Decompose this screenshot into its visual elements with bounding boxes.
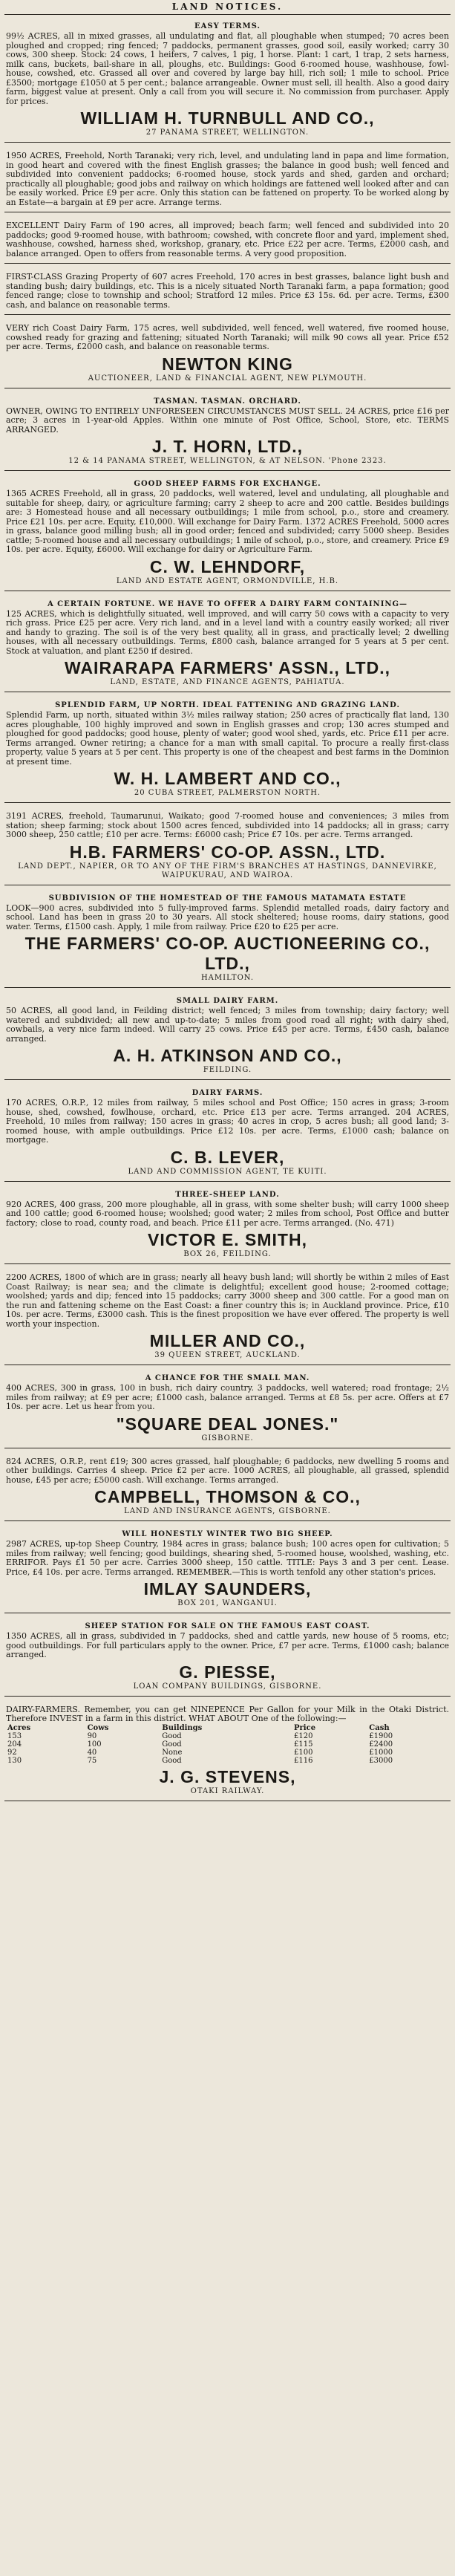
table-cell: £3000 (369, 1756, 393, 1765)
advertiser-address: 20 CUBA STREET, PALMERSTON NORTH. (134, 789, 321, 797)
ad-lehndorf (4, 477, 451, 591)
ad-heading: WILL HONESTLY WINTER TWO BIG SHEEP. (122, 1530, 333, 1538)
ad-body: 170 ACRES, O.R.P., 12 miles from railway, 5 miles school and Post Office; 150 acres in grass; 3-room house, shed, cowshed, fowlhouse, orchard, etc. Price £13 per acre. Terms arranged. 204 ACRES, Freehold, 10 miles from railway; 150 acres in grass; 40 acres in crop, 5 acres bush; all good land; 3-roomed house, with ample outbuildings. Price £12 10s. per acre. Terms, £1000 cash; balance on mortgage. (6, 1098, 449, 1145)
table-cell: None (162, 1748, 183, 1757)
ad-firstclass (4, 270, 451, 315)
table-cell: Good (162, 1740, 182, 1749)
ad-heading: A CERTAIN FORTUNE. WE HAVE TO OFFER A DAIRY FARM CONTAINING— (47, 599, 408, 608)
table-cell: £100 (294, 1748, 313, 1757)
table-row (6, 1740, 449, 1749)
ad-newton (4, 321, 451, 388)
ad-body: 125 ACRES, which is delightfully situated, well improved, and will carry 50 cows with a capacity to very rich grass. Price £25 per acre. Very rich land, and in a level land with a country easily worked; all river and handy to grazing. The soil is of the very best quality, all in grass, and practically level; 2 dwelling houses, with all necessary outbuildings. Terms, £800 cash, balance arranged for 5 years at 5 per cent. Stock at valuation, and plant £250 if desired. (6, 608, 449, 656)
table-cell: £2400 (369, 1740, 393, 1749)
advertiser-address: LOAN COMPANY BUILDINGS, GISBORNE. (133, 1682, 322, 1691)
table-header: Buildings (162, 1723, 203, 1732)
advertiser-name: NEWTON KING (162, 354, 293, 374)
table-cell: 204 (7, 1740, 22, 1749)
advertiser-name: VICTOR E. SMITH, (148, 1230, 307, 1249)
ad-heading: EASY TERMS. (194, 22, 261, 30)
ad-body: 99½ ACRES, all in mixed grasses, all undulating and flat, all ploughable when stumped; 70 acres been ploughed and cropped; ring fenced; 7 paddocks, permanent grasses, good soil, easily worked; carry 30 cows, 300 sheep. Stock: 24 cows, 1 heifers, 7 calves, 1 pig, 1 horse. Plant: 1 cart, 1 trap, 2 sets harness, milk cans, buckets, bail-share in all, ploughs, etc. Buildings: Good 6-roomed house, washhouse, fowl-house, cowshed, etc. Grassed all over and covered by large bay hill, rich soil; 1 mile to school. Price £3500; mortgage £1050 at 5 per cent.; balance arrangeable. Owner must sell, ill health. Also a good dairy farm, biggest value at present. Only a call from you will secure it. No commission from purchaser. Apply for prices. (6, 31, 449, 106)
ad-body: OWNER, OWING TO ENTIRELY UNFORESEEN CIRCUMSTANCES MUST SELL. 24 ACRES, price £16 per acre; 3 acres in 1-year-old Apples. Within one minute of Post Office, School, Store, etc. TERMS ARRANGED. (6, 406, 449, 435)
table-cell: 90 (87, 1731, 97, 1740)
ad-atkinson (4, 994, 451, 1080)
advertiser-address: BOX 201, WANGANUI. (177, 1599, 278, 1607)
ad-horn (4, 394, 451, 472)
ad-excellent (4, 218, 451, 264)
table-cell: £115 (294, 1740, 313, 1749)
table-row (6, 1757, 449, 1765)
advertiser-address: LAND AND INSURANCE AGENTS, GISBORNE. (124, 1507, 331, 1515)
table-cell: Good (162, 1731, 182, 1740)
ad-heading: A CHANCE FOR THE SMALL MAN. (145, 1374, 310, 1382)
advertiser-name: CAMPBELL, THOMSON & CO., (94, 1487, 361, 1506)
advertiser-name: H.B. FARMERS' CO-OP. ASSN., LTD. (69, 842, 386, 862)
ad-lambert (4, 698, 451, 803)
ad-body: EXCELLENT Dairy Farm of 190 acres, all improved; beach farm; well fenced and subdivided into 20 paddocks; good 9-roomed house, with bathroom; cowshed, with concrete floor and yard, implement shed, washhouse, cowshed, harness shed, workshop, granary, etc. Price £22 per acre. Terms, £2000 cash, and balance arranged. Open to offers from reasonable terms. A very good proposition. (6, 221, 449, 258)
table-cell: 100 (87, 1740, 102, 1749)
table-header: Price (294, 1723, 316, 1732)
ad-body: 824 ACRES, O.R.P., rent £19; 300 acres grassed, half ploughable; 6 paddocks, new dwelling 5 rooms and other buildings. Carries 4 sheep. Price £2 per acre. 1000 ACRES, all ploughable, all grassed, splendid house, £45 per acre; £5000 cash. Will exchange. Terms arranged. (6, 1456, 449, 1485)
ad-body: DAIRY-FARMERS. Remember, you can get NINEPENCE Per Gallon for your Milk in the Otaki District. Therefore INVEST in a farm in this district. WHAT ABOUT One of the following:— (6, 1704, 449, 1723)
ad-rangitikei (4, 149, 451, 212)
advertiser-address: LAND DEPT., NAPIER, OR TO ANY OF THE FIRM'S BRANCHES AT HASTINGS, DANNEVIRKE, WAIPUKURAU, AND WAIROA. (18, 862, 437, 879)
ad-campbell (4, 1454, 451, 1522)
advertiser-name: J. T. HORN, LTD., (151, 437, 304, 456)
ad-body: LOOK—900 acres, subdivided into 5 fully-improved farms. Splendid metalled roads, dairy factory and school. Land has been in grass 20 to 30 years. All stock sheltered; house rooms, dairy stations, good water. Terms, £1500 cash. Apply, 1 mile from railway. Price £20 to £25 per acre. (6, 902, 449, 931)
ad-heading: SHEEP STATION FOR SALE ON THE FAMOUS EAST COAST. (85, 1622, 370, 1630)
ad-body: 1350 ACRES, all in grass, subdivided in 7 paddocks, shed and cattle yards, new house of 5 rooms, etc; good outbuildings. For full particulars apply to the owner. Price, £7 per acre. Terms, £1000 cash; balance arranged. (6, 1631, 449, 1659)
ad-heading: TASMAN. TASMAN. ORCHARD. (154, 397, 301, 406)
advertiser-address: OTAKI RAILWAY. (190, 1786, 265, 1795)
ad-body: 3191 ACRES, freehold, Taumarunui, Waikato; good 7-roomed house and conveniences; 3 miles from station; sheep farming; stock about 1500 acres fenced, subdivided into 14 paddocks; all in grass; carry 3000 sheep, 250 cattle; £10 per acre. Terms: £6000 cash; Price £7 10s. per acre. Terms arranged. (6, 811, 449, 839)
table-cell: Good (162, 1756, 182, 1765)
ad-body: FIRST-CLASS Grazing Property of 607 acres Freehold, 170 acres in best grasses, balance light bush and standing bush; dairy buildings, etc. This is a nicely situated North Taranaki farm, a papa formation; good fenced range; close to township and school; Stratford 12 miles. Price £3 15s. 6d. per acre. Terms, £300 cash, and balance on reasonable terms. (6, 272, 449, 310)
advertiser-address: BOX 26, FEILDING. (183, 1250, 272, 1258)
advertiser-address: 27 PANAMA STREET, WELLINGTON. (145, 129, 310, 137)
ad-saunders (4, 1527, 451, 1613)
table-header: Acres (7, 1723, 31, 1732)
ad-miller (4, 1270, 451, 1365)
ad-squaredeal (4, 1371, 451, 1448)
ad-heading: THREE-SHEEP LAND. (175, 1190, 280, 1199)
ad-hbfarmers (4, 809, 451, 885)
table-cell: 40 (87, 1748, 97, 1757)
table-cell: 153 (7, 1731, 22, 1740)
advertiser-name: C. B. LEVER, (170, 1147, 285, 1167)
ad-piesse (4, 1619, 451, 1697)
table-cell: 75 (87, 1756, 97, 1765)
table-row (6, 1732, 449, 1740)
ad-heading: SPLENDID FARM, UP NORTH. IDEAL FATTENING AND GRAZING LAND. (55, 701, 400, 709)
advertiser-name: WILLIAM H. TURNBULL AND CO., (80, 108, 375, 128)
advertiser-name: J. G. STEVENS, (159, 1766, 296, 1786)
advertiser-address: GISBORNE. (201, 1434, 254, 1443)
advertiser-name: WAIRARAPA FARMERS' ASSN., LTD., (65, 658, 390, 677)
ad-heading: DAIRY FARMS. (192, 1089, 263, 1097)
ad-body: Splendid Farm, up north, situated within 3½ miles railway station; 250 acres of practically flat land, 130 acres ploughable, 100 highly improved and sown in English grasses and crop; 130 acres stumped and ploughed for good paddocks; good house, plenty of water; good wool shed, yards, etc. Price £11 per acre. Terms arranged. Owner retiring; a chance for a man with small capital. To procure a really first-class property, value 5 years at 5 per cent. This property is one of the cheapest and best farms in the Dominion at present time. (6, 710, 449, 767)
table-row (6, 1749, 449, 1757)
advertiser-address: 12 & 14 PANAMA STREET, WELLINGTON, & AT NELSON. 'Phone 2323. (68, 457, 387, 465)
table-cell: £1000 (369, 1748, 393, 1757)
advertiser-name: IMLAY SAUNDERS, (143, 1579, 312, 1598)
advertiser-address: 39 QUEEN STREET, AUCKLAND. (154, 1351, 301, 1359)
page-header: LAND NOTICES. (4, 0, 451, 15)
advertiser-name: W. H. LAMBERT AND CO., (114, 769, 341, 788)
ad-body: 1365 ACRES Freehold, all in grass, 20 paddocks, well watered, level and undulating, all ploughable and suitable for sheep, dairy, or agriculture farming; carry 2 sheep to acre and 200 cattle. Besides buildings are: 3 Homestead house and all necessary outbuildings; 1 mile from school, p.o., store and creamery. Price £21 10s. per acre. Equity, £10,000. Will exchange for Dairy Farm. 1372 ACRES Freehold, 5000 acres in grass, balance good milling bush; all in good order; fenced and subdivided; carry 5000 sheep. Besides cattle; 5-roomed house and all necessary outbuildings; 1 mile of school, p.o., store, and creamery. Price £9 10s. per acre. Equity, £6000. Will exchange for dairy or Agriculture Farm. (6, 489, 449, 554)
ad-body: 400 ACRES, 300 in grass, 100 in bush, rich dairy country. 3 paddocks, well watered; road frontage; 2½ miles from railway; at £9 per acre; £1000 cash, balance arranged. Terms at £8 5s. per acre. Offers at £7 10s. per acre. Let us hear from you. (6, 1383, 449, 1411)
otaki-farms-table (6, 1724, 449, 1765)
ad-heading: GOOD SHEEP FARMS FOR EXCHANGE. (134, 480, 321, 488)
advertiser-name: THE FARMERS' CO-OP. AUCTIONEERING CO., LTD., (24, 934, 431, 973)
ad-turnbull (4, 19, 451, 143)
advertiser-name: MILLER AND CO., (149, 1331, 306, 1350)
ad-body: 2200 ACRES, 1800 of which are in grass; nearly all heavy bush land; will shortly be within 2 miles of East Coast Railway; is near sea; and the climate is delightful; excellent good house; 2-roomed cottage; woolshed; yards and dip; fenced into 15 paddocks; carry 3000 sheep and 300 cattle. For a good man on the run and fattening scheme on the East Coast: a finer country this is; in Auckland province. Price, £10 10s. per acre. Terms, £3000 cash. This is the finest proposition we have ever offered. The property is well worth your inspection. (6, 1272, 449, 1329)
advertiser-address: AUCTIONEER, LAND & FINANCIAL AGENT, NEW PLYMOUTH. (88, 374, 367, 383)
ad-heading: SUBDIVISION OF THE HOMESTEAD OF THE FAMOUS MATAMATA ESTATE (48, 894, 407, 902)
ads-column (4, 19, 451, 1801)
advertiser-address: HAMILTON. (200, 974, 255, 982)
ad-lever (4, 1086, 451, 1182)
table-cell: 130 (7, 1756, 22, 1765)
ad-body: 2987 ACRES, up-top Sheep Country, 1984 acres in grass; balance bush; 100 acres open for cultivation; 5 miles from railway; well fencing; good buildings, shearing shed, 5-roomed house, woolshed, washing, etc. ERRIFOR. Pays £1 50 per acre. Carries 3000 sheep, 150 cattle. TITLE: Pays 3 and 3 per cent. Lease. Price, £4 10s. per acre. Terms arranged. REMEMBER.—This is worth tenfold any other station's prices. (6, 1539, 449, 1577)
advertiser-name: A. H. ATKINSON AND CO., (113, 1046, 342, 1065)
ad-body: 1950 ACRES, Freehold, North Taranaki; very rich, level, and undulating land in papa and lime formation, in good heart and covered with the finest English grasses; the balance in good bush; well fenced and subdivided into convenient paddocks; 6-roomed house, stock yards and shed, garden and orchard; practically all ploughable; good jobs and railway on which holdings are fattened well looked after and can be easily worked. Price £9 per acre. Only this station can be fattened on property. To be worked along by an Estate—a bargain at £9 per acre. Arrange terms. (6, 151, 449, 207)
ad-smith (4, 1188, 451, 1265)
ad-heading: SMALL DAIRY FARM. (176, 997, 279, 1005)
advertiser-name: G. PIESSE, (179, 1662, 276, 1682)
advertiser-address: FEILDING. (203, 1066, 252, 1074)
table-cell: £1900 (369, 1731, 393, 1740)
advertiser-address: LAND AND ESTATE AGENT, ORMONDVILLE, H.B. (116, 576, 339, 585)
advertiser-name: "SQUARE DEAL JONES." (116, 1414, 339, 1434)
table-header: Cows (87, 1723, 109, 1732)
advertiser-name: C. W. LEHNDORF, (149, 556, 306, 576)
ad-body: VERY rich Coast Dairy Farm, 175 acres, well subdivided, well fenced, well watered, five roomed house, cowshed ready for grazing and fattening; situated North Taranaki; will milk 90 cows all year. Price £52 per acre. Terms, £2000 cash, and balance on reasonable terms. (6, 323, 449, 351)
ad-body: 50 ACRES, all good land, in Feilding district; well fenced; 3 miles from township; dairy factory; well watered and subdivided; all new and up-to-date; 5 miles from good road all right; with dairy shed, cowbails, a very nice farm indeed. Will carry 25 cows. Price £45 per acre. Terms, £450 cash, balance arranged. (6, 1006, 449, 1044)
ad-body: 920 ACRES, 400 grass, 200 more ploughable, all in grass, with some shelter bush; will carry 1000 sheep and 100 cattle; good 6-roomed house; woolshed; good water; 2 miles from school, Post Office and butter factory; close to road, county road, and beach. Price £11 per acre. Terms arranged. (No. 471) (6, 1199, 449, 1228)
table-cell: £116 (294, 1756, 313, 1765)
ad-stevens (4, 1702, 451, 1801)
table-header: Cash (369, 1723, 390, 1732)
table-cell: £120 (294, 1731, 313, 1740)
ad-farmerscoop (4, 891, 451, 989)
table-cell: 92 (7, 1748, 17, 1757)
advertiser-address: LAND, ESTATE, AND FINANCE AGENTS, PAHIATUA. (110, 678, 345, 686)
advertiser-address: LAND AND COMMISSION AGENT, TE KUITI. (128, 1167, 327, 1176)
ad-wairarapa (4, 597, 451, 693)
